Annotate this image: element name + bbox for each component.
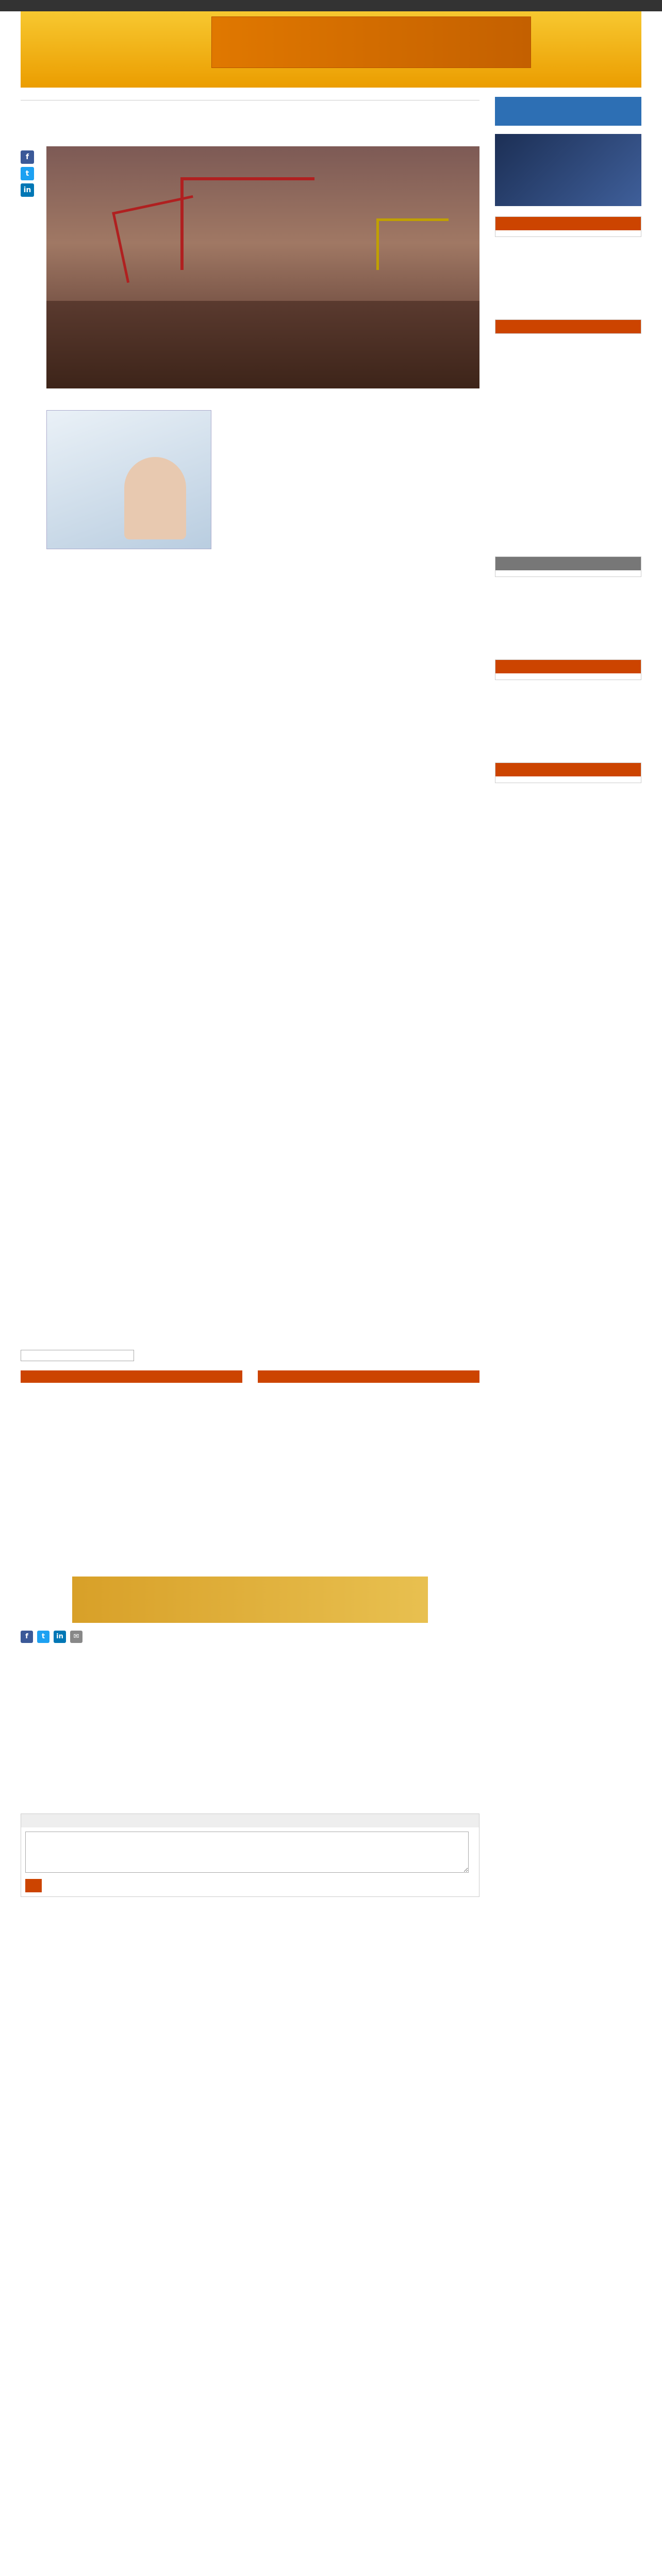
comment-form: [21, 1814, 479, 1897]
related-right-grid: [258, 1383, 479, 1389]
sidebar-box-title: [495, 217, 641, 230]
twitter-share-icon[interactable]: t: [21, 167, 34, 180]
facebook-share-icon[interactable]: f: [21, 150, 34, 164]
email-share-icon[interactable]: ✉: [70, 1631, 82, 1643]
sidebar-list: [495, 230, 641, 236]
related-left-grid: [21, 1383, 242, 1389]
sidebar-box-hot-topics: [495, 216, 641, 237]
linkedin-share-icon[interactable]: in: [54, 1631, 66, 1643]
twitter-share-icon[interactable]: t: [37, 1631, 49, 1643]
share-row: [21, 1631, 82, 1643]
sidebar-box-title: [495, 763, 641, 776]
permalink-input[interactable]: [21, 1350, 134, 1361]
breadcrumb: [21, 97, 479, 100]
sidebar-list: [495, 570, 641, 577]
sidebar-box-7day: [495, 659, 641, 680]
header-banner-ad[interactable]: [211, 16, 531, 68]
crane-shape: [376, 218, 449, 270]
related-left: [21, 1370, 242, 1389]
related-right: [258, 1370, 479, 1389]
linkedin-share-icon[interactable]: in: [21, 183, 34, 197]
member-login-button[interactable]: [495, 97, 641, 126]
sidebar-box-title: [495, 660, 641, 673]
comment-form-title: [21, 1814, 479, 1827]
sidebar-box-weekly: [495, 556, 641, 577]
comment-submit-button[interactable]: [25, 1879, 42, 1892]
inline-ad[interactable]: [46, 410, 211, 549]
sidebar-ad[interactable]: [495, 134, 641, 206]
sidebar-box-today: [495, 319, 641, 334]
sidebar-box-title: [495, 320, 641, 333]
sidebar-list: [495, 776, 641, 783]
facebook-share-icon[interactable]: f: [21, 1631, 33, 1643]
site-header: [21, 11, 641, 88]
comment-textarea[interactable]: [25, 1832, 469, 1873]
sidebar-box-title: [495, 557, 641, 570]
related-left-title: [21, 1370, 242, 1383]
related-right-title: [258, 1370, 479, 1383]
ad-model-image: [124, 457, 186, 539]
bottom-banner-ad[interactable]: [72, 1577, 428, 1623]
permalink-row: [21, 1350, 479, 1361]
top-notice-bar: [0, 0, 662, 11]
ore-pile-shape: [46, 301, 479, 388]
sidebar-list: [495, 673, 641, 680]
sidebar-box-topics: [495, 762, 641, 783]
crane-shape: [180, 177, 315, 270]
share-sidebar: [21, 147, 41, 200]
article-hero-image: [46, 146, 479, 388]
